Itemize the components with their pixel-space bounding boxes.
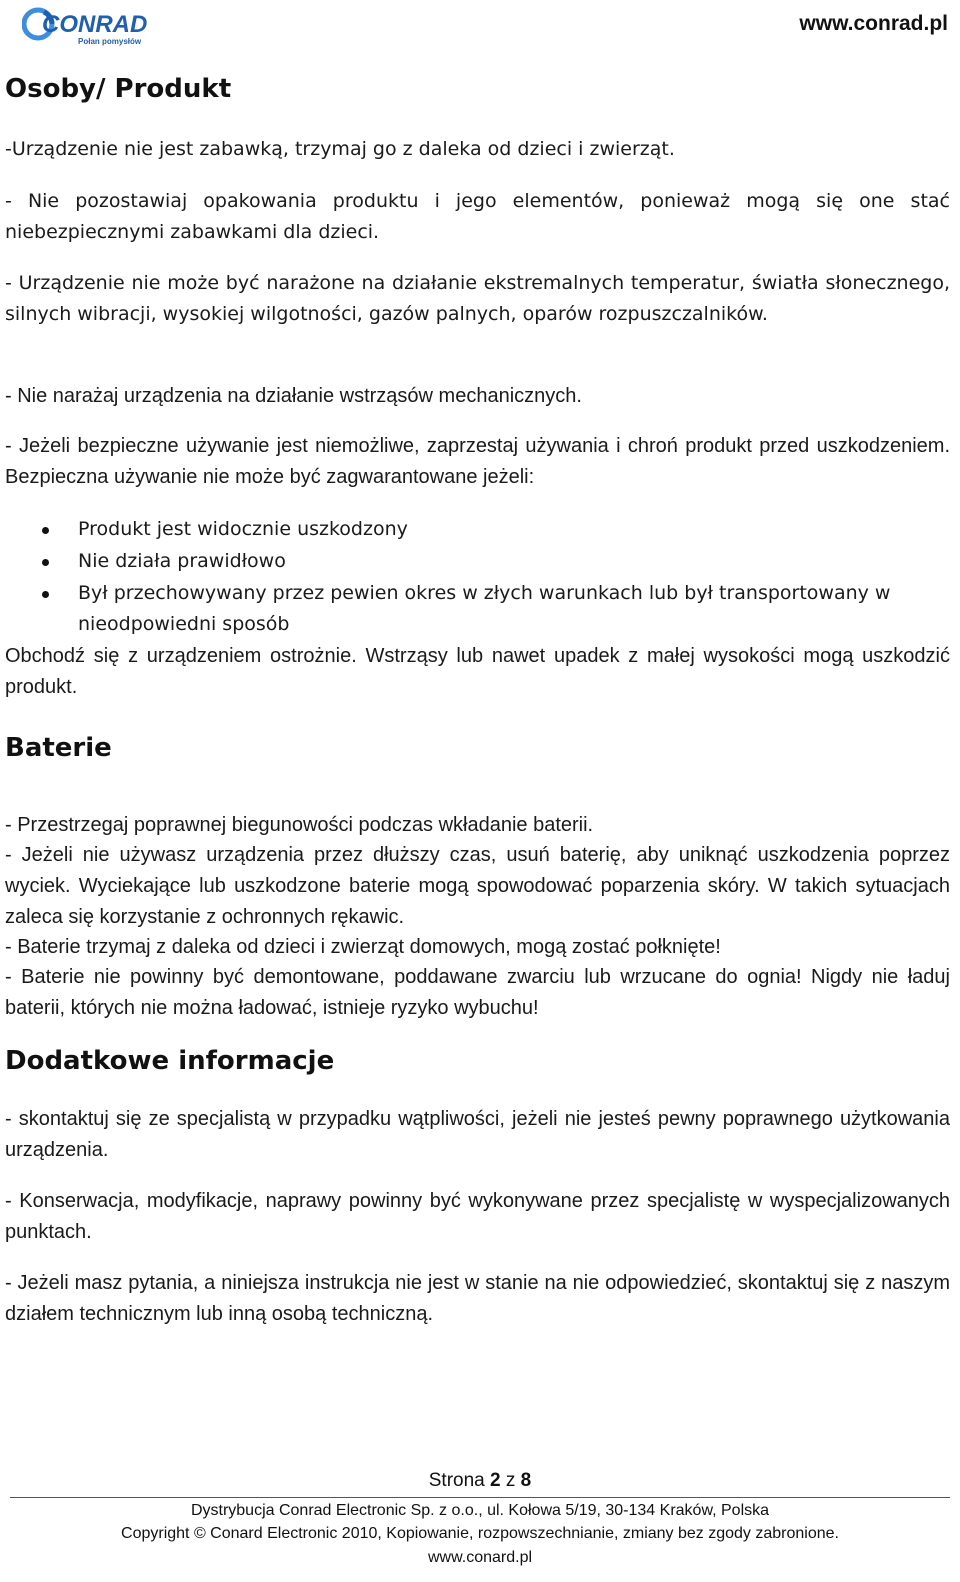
list-item-text: Nie działa prawidłowo: [78, 550, 286, 572]
additional-paragraph-3: - Jeżeli masz pytania, a niniejsza instrukcja nie jest w stanie na nie odpowiedzieć, skontaktuj się z naszym działem technicznym lub inną osobą techniczną.: [5, 1272, 950, 1325]
page-of: z: [505, 1470, 516, 1491]
footer-url[interactable]: www.conard.pl: [427, 1549, 533, 1566]
batteries-paragraph-1: - Przestrzegaj poprawnej biegunowości podczas wkładanie baterii.: [5, 814, 594, 836]
list-item-text: Był przechowywany przez pewien okres w złych warunkach lub był transportowany w nieodpowiedni sposób: [78, 582, 891, 635]
batteries-paragraph-2: - Jeżeli nie używasz urządzenia przez dłuższy czas, usuń baterię, aby uniknąć uszkodzenia poprzez wyciek. Wyciekające lub uszkodzone baterie mogą spowodować poparzenia skóry. W takich sytuacjach zaleca się korzystanie z ochronnych rękawic.: [5, 844, 950, 928]
list-item: [5, 546, 950, 577]
page-number: [0, 1470, 960, 1492]
list-item: [5, 514, 950, 545]
additional-paragraph-2: - Konserwacja, modyfikacje, naprawy powinny być wykonywane przez specjalistę w wyspecjalizowanych punktach.: [5, 1190, 950, 1243]
list-item: [5, 578, 950, 640]
page-label: Strona: [428, 1470, 485, 1491]
bullet-icon: [42, 591, 49, 598]
safety-paragraph-5: - Jeżeli bezpieczne używanie jest niemożliwe, zaprzestaj używania i chroń produkt przed uszkodzeniem. Bezpieczna używanie nie może być zagwarantowane jeżeli:: [5, 435, 950, 488]
section-title-safety: Osoby/ Produkt: [5, 74, 232, 104]
section-title-batteries: Baterie: [5, 733, 112, 763]
conrad-logo: [22, 4, 152, 48]
footer-copyright: Copyright © Conard Electronic 2010, Kopiowanie, rozpowszechnianie, zmiany bez zgody zabronione.: [121, 1525, 839, 1542]
list-item-text: Produkt jest widocznie uszkodzony: [78, 518, 408, 540]
batteries-paragraph-4: - Baterie nie powinny być demontowane, poddawane zwarciu lub wrzucane do ognia! Nigdy nie ładuj baterii, których nie można ładować, istnieje ryzyko wybuchu!: [5, 966, 950, 1019]
footer-distribution: Dystrybucja Conrad Electronic Sp. z o.o., ul. Kołowa 5/19, 30-134 Kraków, Polska: [190, 1502, 770, 1519]
safety-paragraph-2: - Nie pozostawiaj opakowania produktu i jego elementów, ponieważ mogą się one stać niebezpiecznymi zabawkami dla dzieci.: [5, 190, 950, 243]
additional-paragraph-1: - skontaktuj się ze specjalistą w przypadku wątpliwości, jeżeli nie jesteś pewny poprawnego użytkowania urządzenia.: [5, 1108, 950, 1161]
site-url[interactable]: www.conrad.pl: [799, 12, 948, 35]
page-header: [0, 0, 960, 56]
safety-paragraph-4: - Nie narażaj urządzenia na działanie wstrząsów mechanicznych.: [5, 385, 582, 407]
logo-tagline: Połan pomysłów: [78, 37, 142, 46]
safety-paragraph-1: -Urządzenie nie jest zabawką, trzymaj go z daleka od dzieci i zwierząt.: [5, 138, 675, 160]
section-title-additional: Dodatkowe informacje: [5, 1046, 335, 1076]
bullet-icon: [42, 559, 49, 566]
page-current: 2: [490, 1470, 501, 1491]
batteries-paragraph-3: - Baterie trzymaj z daleka od dzieci i zwierząt domowych, mogą zostać połknięte!: [5, 936, 721, 958]
bullet-icon: [42, 527, 49, 534]
safety-paragraph-6: Obchodź się z urządzeniem ostrożnie. Wstrząsy lub nawet upadek z małej wysokości mogą uszkodzić produkt.: [5, 645, 950, 698]
safety-paragraph-3: - Urządzenie nie może być narażone na działanie ekstremalnych temperatur, światła słonecznego, silnych wibracji, wysokiej wilgotności, gazów palnych, oparów rozpuszczalników.: [5, 272, 950, 325]
damage-conditions-list: [5, 514, 950, 641]
page-total: 8: [520, 1470, 532, 1491]
footer-divider: [10, 1497, 950, 1498]
logo-text: CONRAD: [42, 11, 148, 38]
